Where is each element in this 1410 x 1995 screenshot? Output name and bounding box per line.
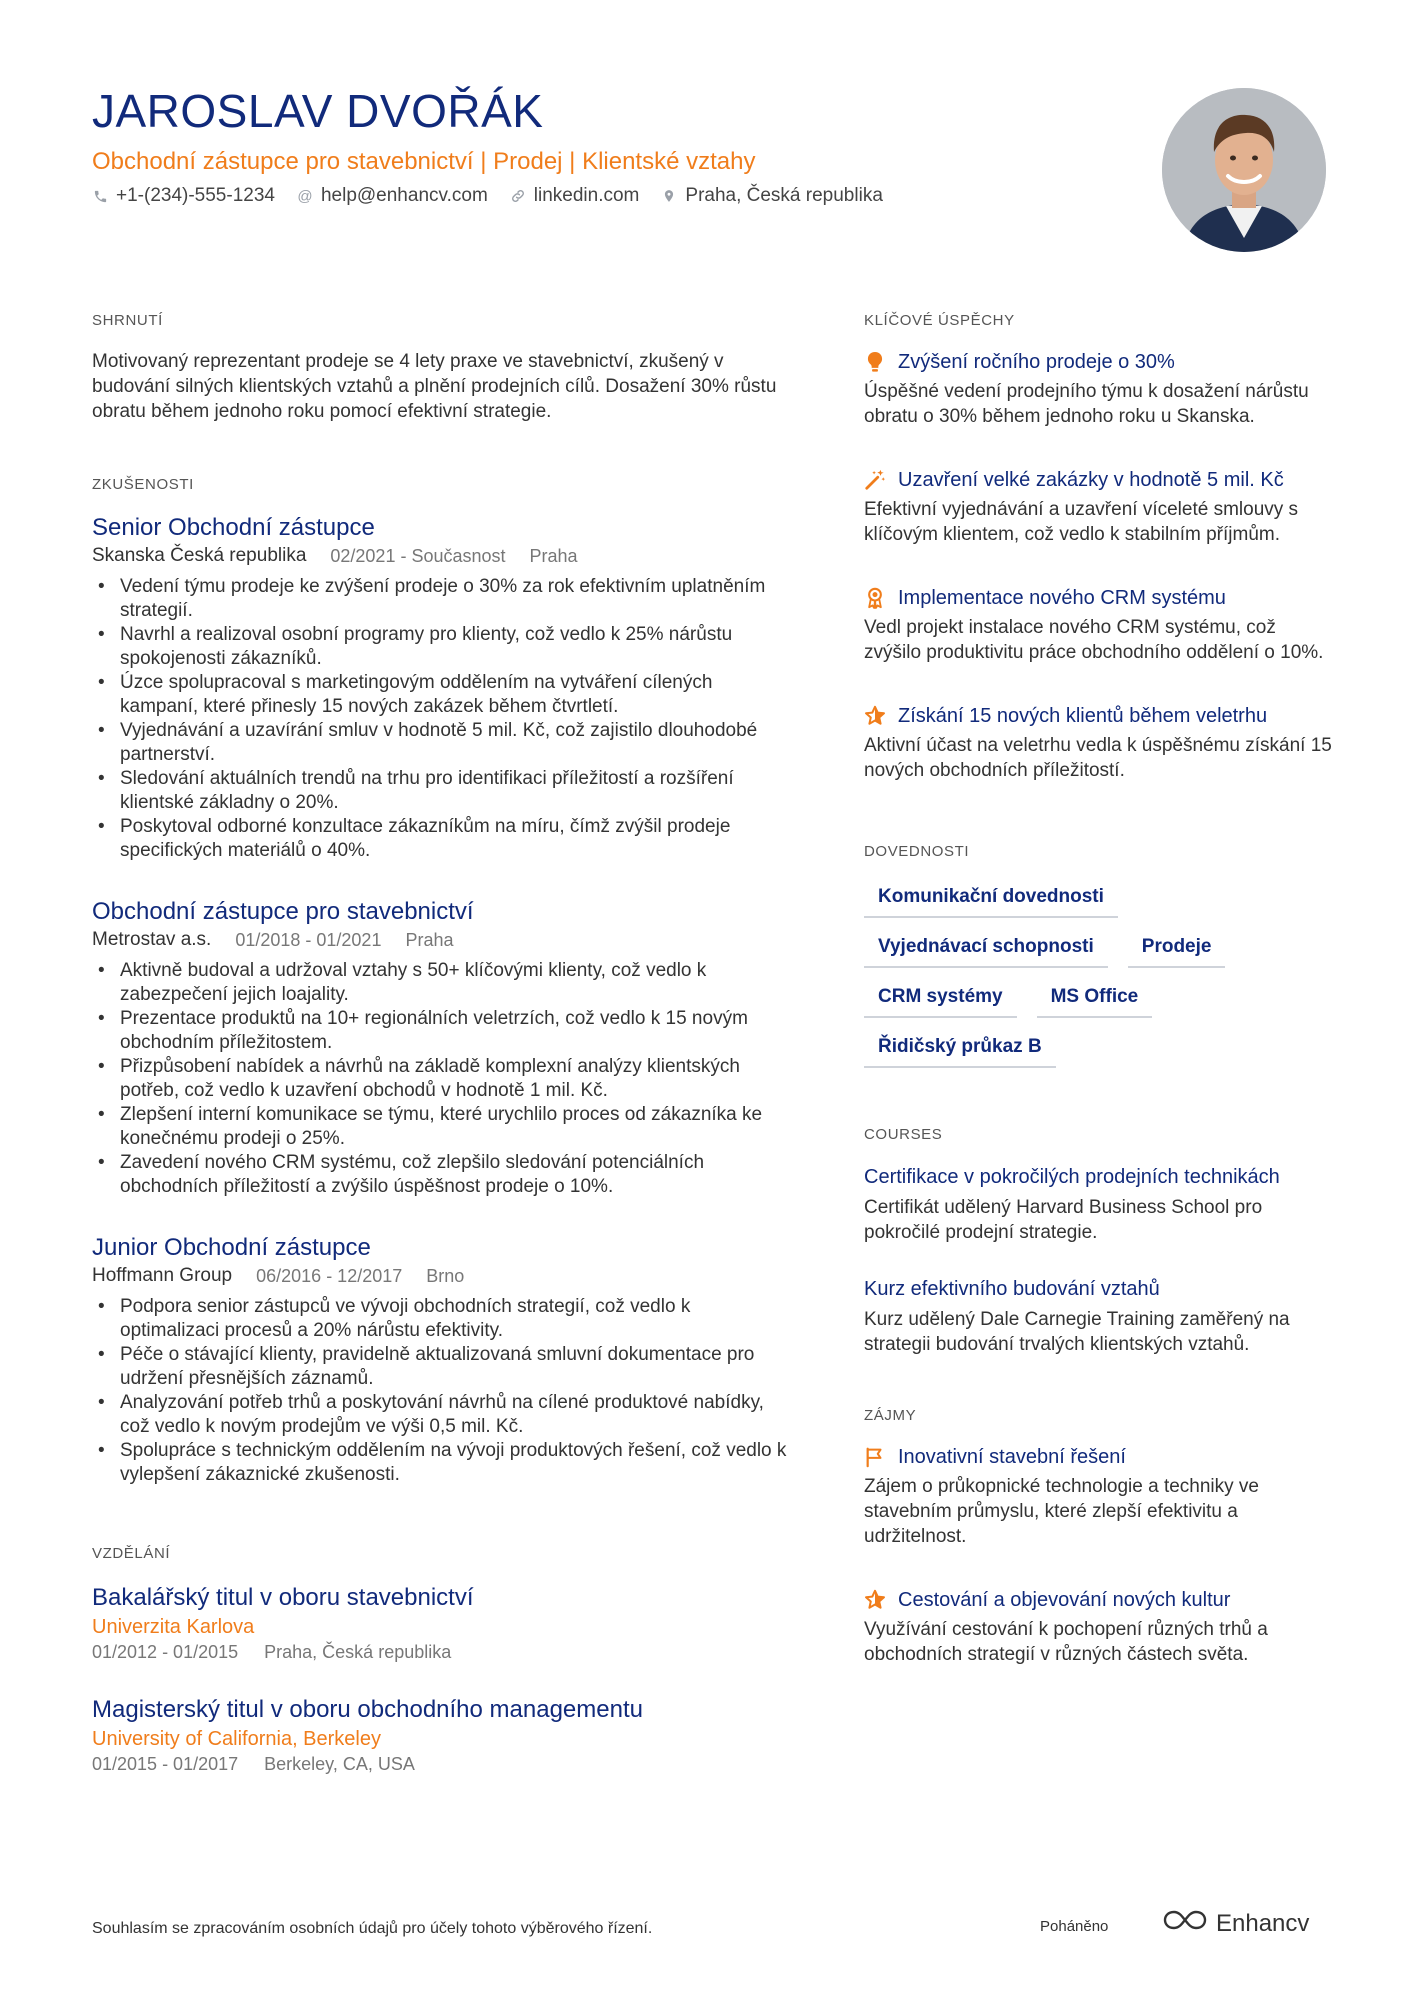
education-meta [92,1752,792,1776]
school-name: University of California, Berkeley [92,1728,381,1750]
consent-note: Souhlasím se zpracováním osobních údajů pro účely tohoto výběrového řízení. [92,1920,653,1937]
magic-wand-icon [864,469,886,491]
interest-head [864,1587,1334,1613]
bullet: • Podpora senior zástupců ve vývoji obchodních strategií, což vedlo k optimalizaci procesů a 20% nárůstu efektivity. [92,1295,792,1343]
email-text: help@enhancv.com [320,185,488,206]
job-location: Praha [529,546,578,566]
summary-title: SHRNUTÍ [92,312,163,329]
achievements-title: KLÍČOVÉ ÚSPĚCHY [864,312,1015,329]
achievement-item [864,703,1334,783]
location-pin-icon [661,188,677,204]
location-text: Praha, Česká republika [685,185,883,206]
job-entry [92,897,792,1199]
education-section [92,1545,792,1776]
job-bullets [92,1295,792,1487]
bullet: • Úzce spolupracoval s marketingovým oddělením na vytváření cílených kampaní, které přinesly 15 nových zakázek během čtvrtletí. [92,671,792,719]
phone-text: +1-(234)-555-1234 [116,185,275,206]
contact-linkedin[interactable] [510,185,640,207]
skills-list [864,880,1324,1068]
interest-item [864,1444,1334,1549]
interest-item [864,1587,1334,1667]
achievement-head [864,467,1334,493]
bullet: • Zlepšení interní komunikace se týmu, které urychlilo proces od zákazníka ke konečnému prodeji o 25%. [92,1103,792,1151]
star-icon [864,705,886,727]
job-company: Skanska Česká republika [92,545,307,566]
interest-head [864,1444,1334,1470]
interests-section [864,1407,1334,1667]
job-title: Junior Obchodní zástupce [92,1234,371,1261]
achievement-desc: Úspěšné vedení prodejního týmu k dosažení nárůstu obratu o 30% během jednoho roku u Skanska. [864,381,1309,427]
profile-photo [1162,88,1326,252]
candidate-name: JAROSLAV DVOŘÁK [92,85,544,137]
skill-tag: CRM systémy [864,980,1017,1018]
achievement-desc: Aktivní účast na veletrhu vedla k úspěšnému získání 15 nových obchodních příležitostí. [864,735,1332,781]
achievement-title: Implementace nového CRM systému [898,587,1226,609]
job-meta [92,1263,792,1289]
job-location: Praha [405,930,454,950]
job-entry [92,513,792,863]
left-column [92,312,792,1806]
linkedin-text: linkedin.com [533,185,640,206]
job-company: Metrostav a.s. [92,929,212,950]
bullet: • Poskytoval odborné konzultace zákazníkům na míru, čímž zvýšil prodeje specifických materiálů o 40%. [92,815,792,863]
achievement-title: Zvýšení ročního prodeje o 30% [898,351,1175,373]
flag-icon [864,1446,886,1468]
course-title: Certifikace v pokročilých prodejních technikách [864,1166,1280,1188]
education-location: Praha, Česká republika [264,1642,452,1662]
bullet: • Navrhl a realizoval osobní programy pro klienty, což vedlo k 25% nárůstu spokojenosti zákazníků. [92,623,792,671]
skill-tag: MS Office [1037,980,1153,1018]
courses-title: COURSES [864,1126,943,1143]
job-company: Hoffmann Group [92,1265,233,1286]
skill-tag: Komunikační dovednosti [864,880,1118,918]
bullet: • Prezentace produktů na 10+ regionálních veletrzích, což vedlo k 15 novým obchodním příležitostem. [92,1007,792,1055]
course-item [864,1275,1334,1357]
interests-title: ZÁJMY [864,1407,917,1424]
job-date: 01/2018 - 01/2021 [235,930,382,950]
education-entry [92,1694,792,1776]
interest-title: Cestování a objevování nových kultur [898,1589,1231,1611]
job-bullets [92,959,792,1199]
job-location: Brno [426,1266,465,1286]
skills-title: DOVEDNOSTI [864,843,970,860]
degree-title: Bakalářský titul v oboru stavebnictví [92,1584,474,1611]
bullet: • Přizpůsobení nabídek a návrhů na základě komplexní analýzy klientských potřeb, což vedlo k uzavření obchodů v hodnotě 1 mil. Kč. [92,1055,792,1103]
skills-section [864,843,1334,1068]
skill-tag: Vyjednávací schopnosti [864,930,1108,968]
experience-title: ZKUŠENOSTI [92,476,194,493]
achievement-desc: Efektivní vyjednávání a uzavření víceleté smlouvy s klíčovým klientem, což vedlo k stabilním příjmům. [864,499,1299,545]
achievements-section [864,312,1334,783]
job-entry [92,1233,792,1487]
job-title: Obchodní zástupce pro stavebnictví [92,898,474,925]
job-title: Senior Obchodní zástupce [92,514,375,541]
education-entry [92,1582,792,1664]
star-icon [864,1589,886,1611]
bullet: • Vyjednávání a uzavírání smluv v hodnotě 5 mil. Kč, což zajistilo dlouhodobé partnerství. [92,719,792,767]
education-location: Berkeley, CA, USA [264,1754,415,1774]
achievement-title: Uzavření velké zakázky v hodnotě 5 mil. Kč [898,469,1284,491]
achievement-head [864,703,1334,729]
job-date: 06/2016 - 12/2017 [256,1266,403,1286]
bullet: • Analyzování potřeb trhů a poskytování návrhů na cílené produktové nabídky, což vedlo k novým prodejům ve výši 0,5 mil. Kč. [92,1391,792,1439]
bullet: • Spolupráce s technickým oddělením na vývoji produktových řešení, což vedlo k vylepšení zákaznické zkušenosti. [92,1439,792,1487]
contact-location [661,185,883,207]
experience-section [92,476,792,1487]
link-icon [510,188,526,204]
course-item [864,1163,1334,1245]
achievement-item [864,467,1334,547]
job-date: 02/2021 - Současnost [330,546,506,566]
headline: Obchodní zástupce pro stavebnictví | Prodej | Klientské vztahy [92,148,756,175]
school-name: Univerzita Karlova [92,1616,255,1638]
right-column [864,312,1334,1705]
achievement-item [864,349,1334,429]
skill-tag: Řidičský průkaz B [864,1030,1056,1068]
education-meta [92,1640,792,1664]
contact-email[interactable] [297,185,488,207]
education-date: 01/2015 - 01/2017 [92,1754,239,1774]
skill-tag: Prodeje [1128,930,1226,968]
powered-by-label: Poháněno [1040,1918,1109,1935]
job-meta [92,543,792,569]
job-bullets [92,575,792,863]
lightbulb-icon [864,351,886,373]
education-title: VZDĚLÁNÍ [92,1545,171,1562]
achievement-head [864,585,1334,611]
interest-desc: Využívání cestování k pochopení různých trhů a obchodních strategií v různých částech světa. [864,1619,1268,1665]
interest-desc: Zájem o průkopnické technologie a techniky ve stavebním průmyslu, které zlepší efektivitu a udržitelnost. [864,1476,1260,1547]
achievement-item [864,585,1334,665]
job-meta [92,927,792,953]
bullet: • Vedení týmu prodeje ke zvýšení prodeje o 30% za rok efektivním uplatněním strategií. [92,575,792,623]
award-ribbon-icon [864,587,886,609]
summary-section [92,312,792,424]
achievement-head [864,349,1334,375]
education-date: 01/2012 - 01/2015 [92,1642,239,1662]
bullet: • Péče o stávající klienty, pravidelně aktualizovaná smluvní dokumentace pro udržení přesnějších záznamů. [92,1343,792,1391]
phone-icon [92,188,108,204]
enhancv-logo[interactable] [1162,1908,1309,1939]
bullet: • Sledování aktuálních trendů na trhu pro identifikaci příležitostí a rozšíření klientské základny o 20%. [92,767,792,815]
bullet: • Aktivně budoval a udržoval vztahy s 50+ klíčovými klienty, což vedlo k zabezpečení jejich loajality. [92,959,792,1007]
course-desc: Certifikát udělený Harvard Business School pro pokročilé prodejní strategie. [864,1197,1263,1243]
achievement-desc: Vedl projekt instalace nového CRM systému, což zvýšilo produktivitu práce obchodního oddělení o 10%. [864,617,1324,663]
contact-bar [92,185,883,207]
course-title: Kurz efektivního budování vztahů [864,1278,1160,1300]
summary-text: Motivovaný reprezentant prodeje se 4 lety praxe ve stavebnictví, zkušený v budování silných klientských vztahů a plnění prodejních cílů. Dosažení 30% růstu obratu během jednoho roku pomocí efektivní strategie. [92,351,777,422]
brand-name: Enhancv [1216,1909,1310,1937]
course-desc: Kurz udělený Dale Carnegie Training zaměřený na strategii budování trvalých klientských vztahů. [864,1309,1290,1355]
contact-phone[interactable] [92,185,275,207]
at-sign-icon: @ [297,187,313,205]
bullet: • Zavedení nového CRM systému, což zlepšilo sledování potenciálních obchodních příležitostí a zvýšilo úspěšnost prodeje o 10%. [92,1151,792,1199]
infinity-logo-icon [1162,1908,1208,1939]
degree-title: Magisterský titul v oboru obchodního managementu [92,1696,643,1723]
achievement-title: Získání 15 nových klientů během veletrhu [898,705,1268,727]
interest-title: Inovativní stavební řešení [898,1446,1126,1468]
courses-section [864,1126,1334,1357]
